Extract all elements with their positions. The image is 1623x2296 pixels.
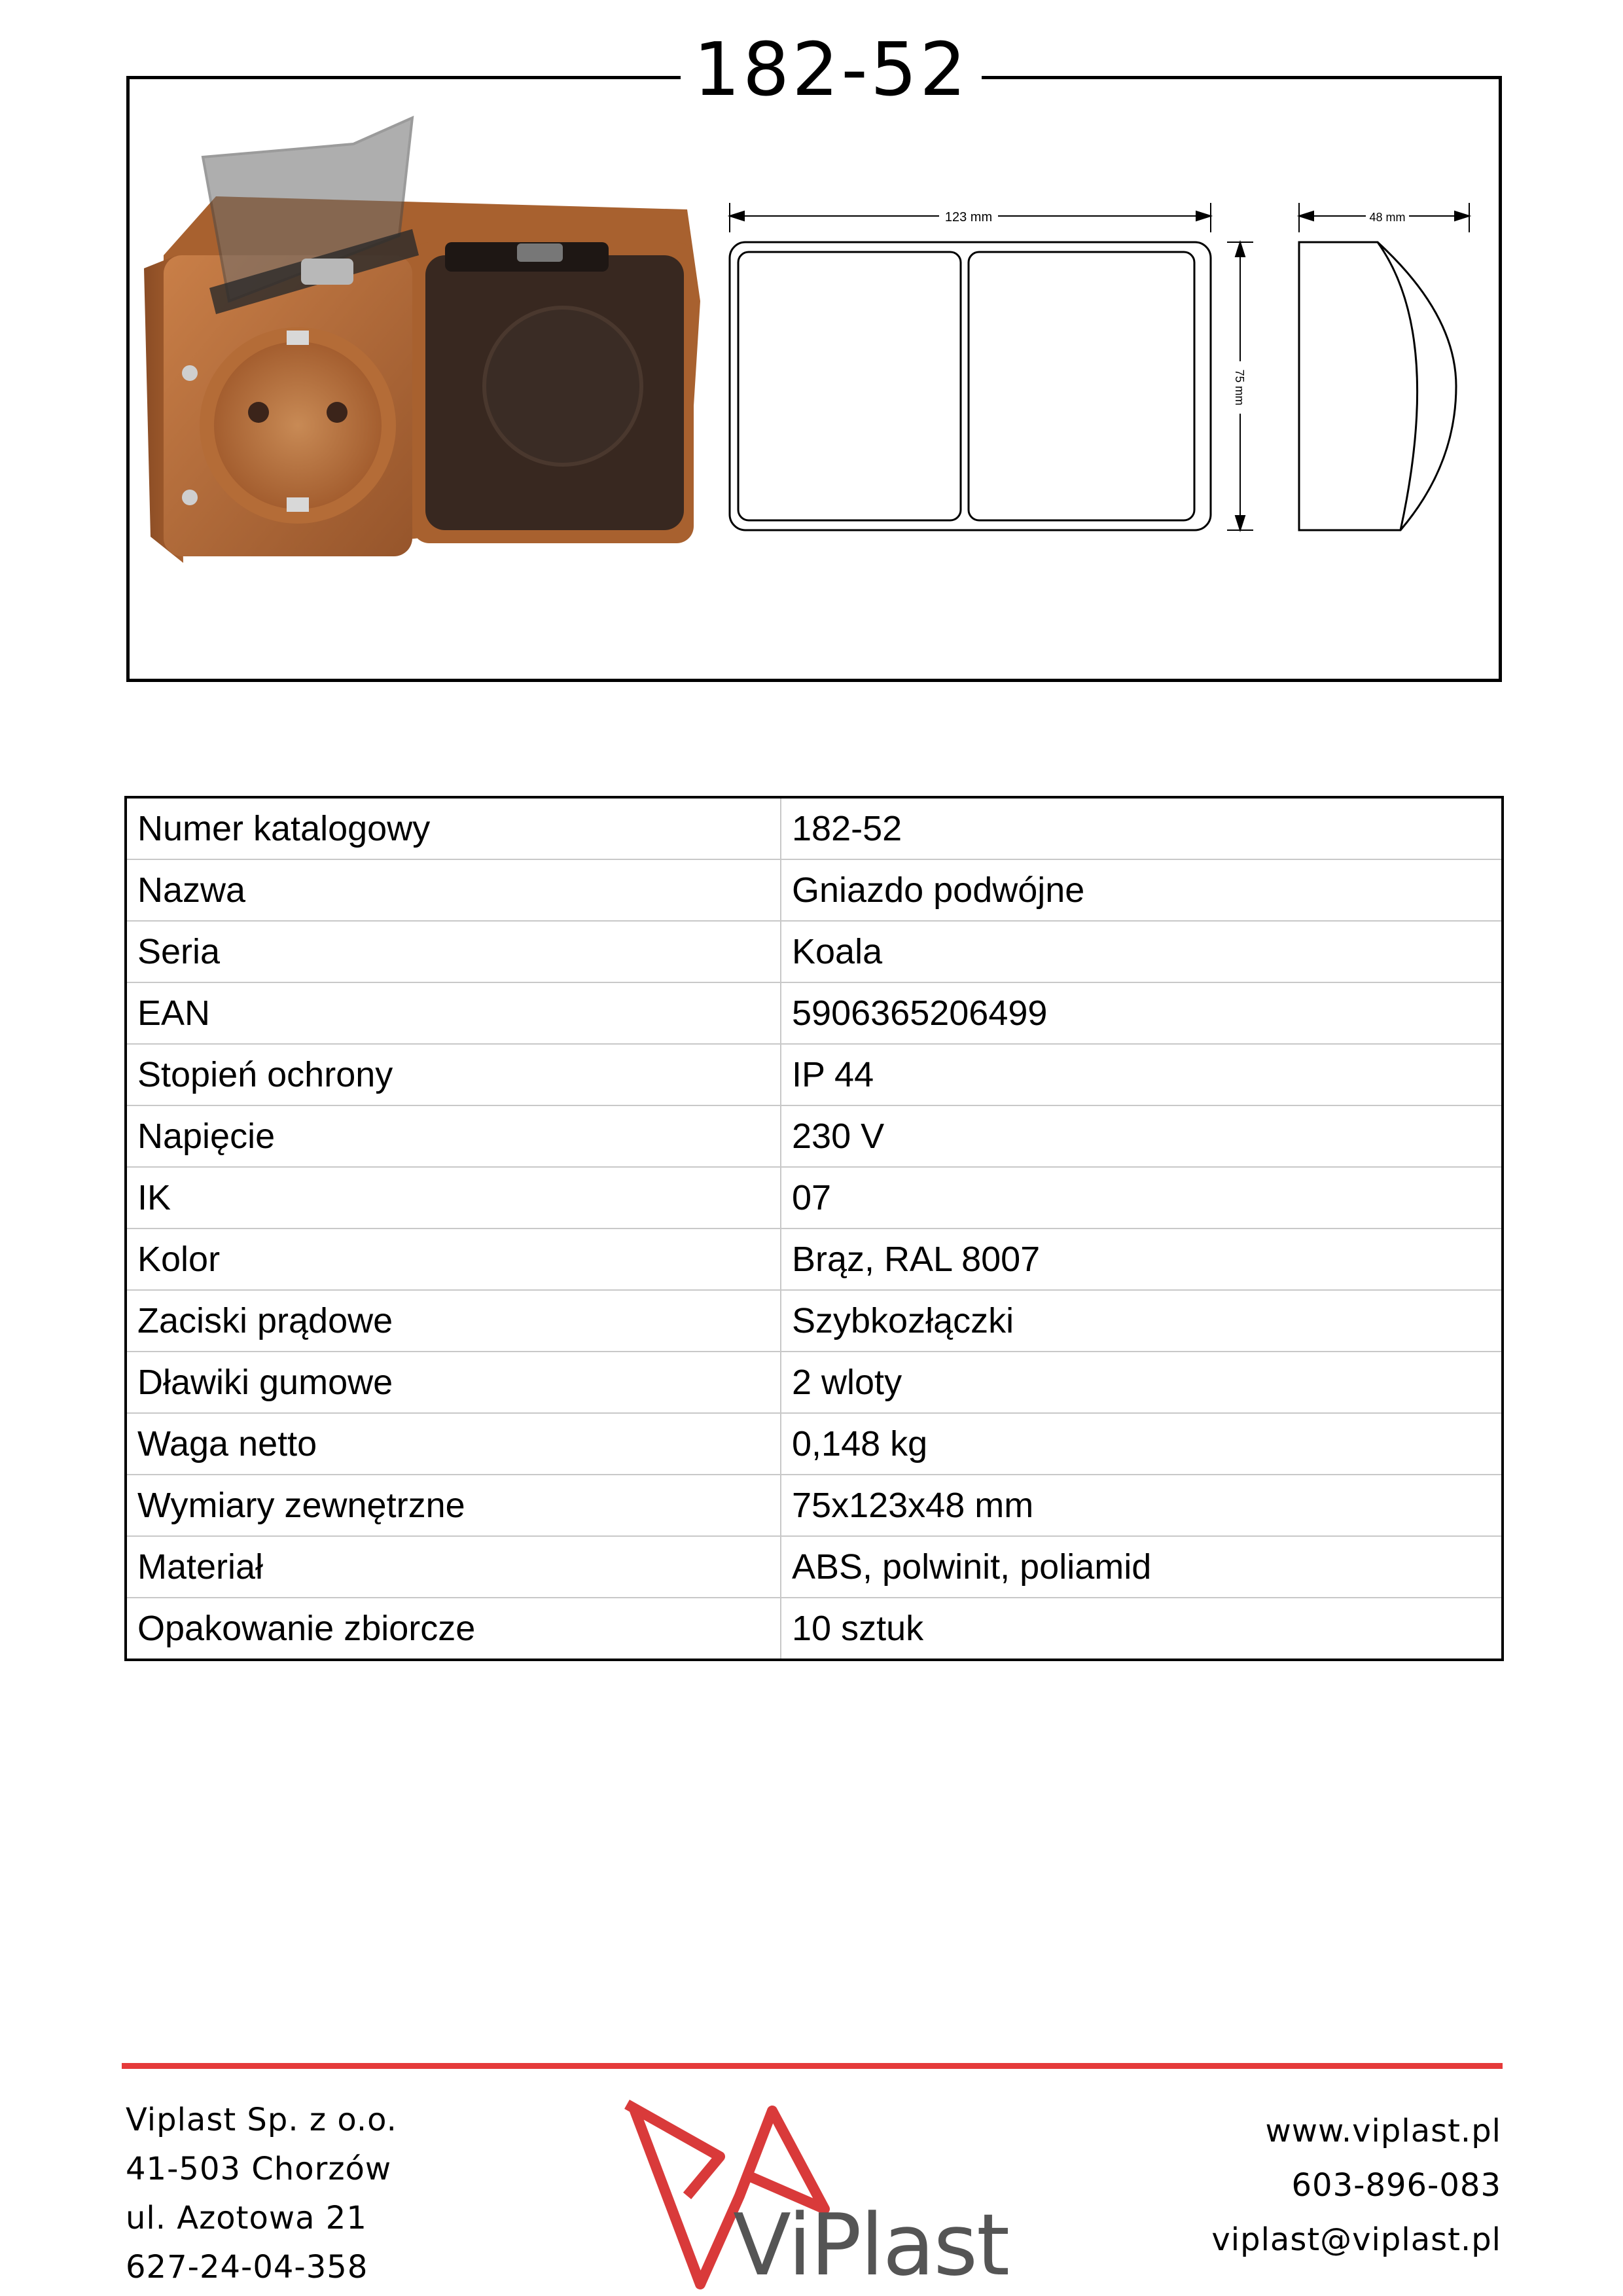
spec-row — [126, 1413, 1503, 1475]
spec-value: 07 — [781, 1167, 1503, 1229]
company-name: Viplast Sp. z o.o. — [126, 2102, 397, 2138]
spec-value: 0,148 kg — [781, 1413, 1503, 1475]
spec-value: Brąz, RAL 8007 — [781, 1229, 1503, 1290]
spec-label: Nazwa — [126, 859, 781, 921]
spec-row — [126, 1167, 1503, 1229]
spec-value: 182-52 — [792, 809, 902, 848]
website-link[interactable]: www.viplast.pl — [1265, 2113, 1501, 2149]
depth-dimension-label: 48 mm — [1369, 211, 1406, 224]
spec-value: 2 wloty — [781, 1352, 1503, 1413]
spec-row — [126, 1105, 1503, 1167]
spec-row — [126, 859, 1503, 921]
spec-label: Stopień ochrony — [126, 1044, 781, 1105]
brand-wordmark: ViPlast — [733, 2195, 1009, 2295]
spec-label: Waga netto — [126, 1413, 781, 1475]
spec-label: Napięcie — [126, 1105, 781, 1167]
spec-row — [126, 1290, 1503, 1352]
spec-row — [126, 1475, 1503, 1536]
spec-label: Dławiki gumowe — [126, 1352, 781, 1413]
spec-value: 10 sztuk — [781, 1598, 1503, 1660]
product-photo — [137, 105, 713, 576]
spec-label: Numer katalogowy — [126, 797, 781, 859]
email-link[interactable]: viplast@viplast.pl — [1211, 2221, 1501, 2258]
company-contact — [1211, 2104, 1501, 2267]
width-dimension-label: 123 mm — [944, 210, 993, 224]
mobile-phone: 603-896-083 — [1291, 2167, 1501, 2204]
spec-row — [126, 982, 1503, 1044]
spec-value: 230 V — [781, 1105, 1503, 1167]
spec-row — [126, 1598, 1503, 1660]
company-address — [126, 2096, 397, 2292]
spec-row — [126, 797, 1503, 859]
spec-value: Szybkozłączki — [781, 1290, 1503, 1352]
spec-row — [126, 1352, 1503, 1413]
spec-label: EAN — [126, 982, 781, 1044]
spec-value: 75x123x48 mm — [781, 1475, 1503, 1536]
spec-row — [126, 1536, 1503, 1598]
spec-value: ABS, polwinit, poliamid — [781, 1536, 1503, 1598]
product-model-title: 182-52 — [681, 27, 982, 113]
company-phone: 627-24-04-358 — [126, 2249, 368, 2286]
spec-label: Seria — [126, 921, 781, 982]
company-street: ul. Azotowa 21 — [126, 2200, 367, 2236]
company-city: 41-503 Chorzów — [126, 2151, 392, 2187]
spec-label: Opakowanie zbiorcze — [126, 1598, 781, 1660]
footer-divider — [122, 2063, 1503, 2069]
spec-label: Materiał — [126, 1536, 781, 1598]
spec-row — [126, 921, 1503, 982]
spec-label: Wymiary zewnętrzne — [126, 1475, 781, 1536]
spec-value: IP 44 — [781, 1044, 1503, 1105]
spec-label: Zaciski prądowe — [126, 1290, 781, 1352]
spec-value: Koala — [781, 921, 1503, 982]
spec-row — [126, 1044, 1503, 1105]
height-dimension-label: 75 mm — [1233, 369, 1246, 406]
spec-label: Kolor — [126, 1229, 781, 1290]
dimension-drawing — [717, 190, 1502, 556]
spec-value: 5906365206499 — [781, 982, 1503, 1044]
spec-value: Gniazdo podwójne — [781, 859, 1503, 921]
spec-label: IK — [126, 1167, 781, 1229]
spec-table — [124, 796, 1504, 1661]
spec-row — [126, 1229, 1503, 1290]
